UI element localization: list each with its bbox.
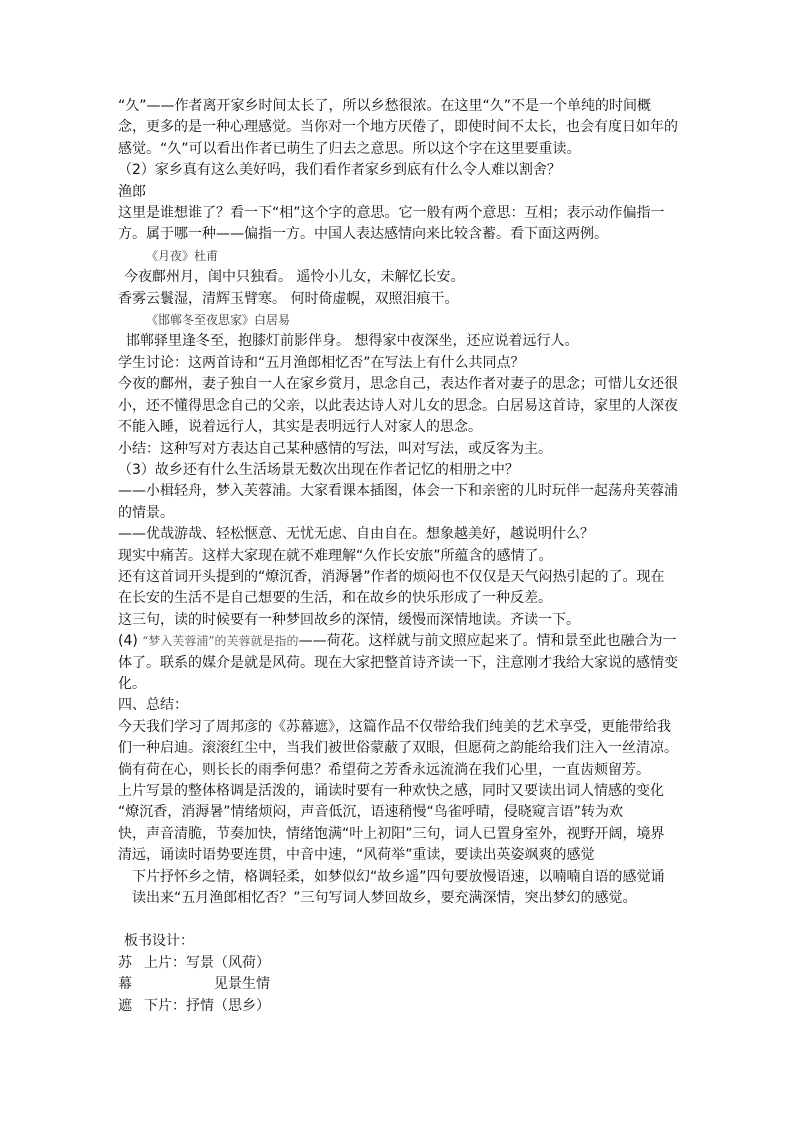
paragraph-boat: ——小楫轻舟，梦入芙蓉浦。大家看课本插图，体会一下和亲密的儿时玩伴一起荡舟芙蓉浦的情景。: [118, 483, 678, 521]
paragraph-jiu: “久”——作者离开家乡时间太长了，所以乡愁很浓。在这里“久”不是一个单纯的时间概念，更多的是一种心理感觉。当你对一个地方厌倦了，即使时间不太长，也会有度日如年的感觉。“久”可以看出作者已萌生了归去之意思。所以这个字在这里要重读。: [118, 98, 678, 157]
paragraph-xiang: 这里是谁想谁了？看一下“相”这个字的意思。它一般有两个意思：互相；表示动作偏指一方。属于哪一种——偏指一方。中国人表达感情向来比较含蓄。看下面这两例。: [118, 205, 665, 243]
paragraph-reading: 这三句，读的时候要有一种梦回故乡的深情，缓慢而深情地读。齐读一下。: [118, 611, 580, 628]
discussion-question: 学生讨论：这两首诗和“五月渔郎相忆否”在写法上有什么共同点？: [118, 354, 525, 371]
question-4-quote: “梦入芙蓉浦”的芙蓉就是指的: [142, 634, 299, 649]
question-2: （2）家乡真有这么美好吗，我们看作者家乡到底有什么令人难以割舍？: [118, 162, 561, 179]
keyword-yulang: 渔郎: [118, 183, 146, 200]
board-char-zhe: 遮: [118, 997, 132, 1014]
summary-paragraph: 今天我们学习了周邦彦的《苏幕遮》，这篇作品不仅带给我们纯美的艺术享受，更能带给我们一种启迪。滚滚红尘中，当我们被世俗蒙蔽了双眼，但愿荷之韵能给我们注入一丝清凉。倘有荷在心，则长长的雨季何患？希望荷之芳香永远流淌在我们心里，一直齿颊留芳。: [118, 718, 678, 778]
board-middle: 见景生情: [214, 976, 270, 993]
poem1-title: 《月夜》杜甫: [146, 248, 219, 263]
paragraph-contrast: 还有这首词开头提到的“燎沉香，消溽暑”作者的烦闷也不仅仅是天气闷热引起的了。现在在长安的生活不是自己想要的生活，和在故乡的快乐形成了一种反差。: [118, 568, 665, 607]
question-4-number: (4): [118, 633, 143, 650]
board-title: 板书设计：: [124, 933, 194, 950]
board-char-mu: 幕: [118, 976, 132, 993]
section-summary-heading: 四、总结：: [118, 697, 188, 714]
board-row-3: [118, 996, 678, 1017]
board-upper: 上片：写景（风荷）: [144, 954, 270, 971]
reading-guide-upper-3: 快，声音清脆，节奏加快，情绪饱满“叶上初阳”三句，词人已置身室外，视野开阔，境界清远，诵读时语势要连贯，中音中速，“风荷举”重读，要读出英姿飒爽的感觉: [118, 825, 665, 864]
paragraph-leisure: ——优哉游哉、轻松惬意、无忧无虑、自由自在。想象越美好，越说明什么？: [118, 526, 594, 543]
question-3: （3）故乡还有什么生活场景无数次出现在作者记忆的相册之中？: [118, 461, 519, 478]
poem2-title: 《邯郸冬至夜思家》白居易: [146, 313, 291, 328]
summary-line: 小结：这种写对方表达自己某种感情的写法，叫对写法，或反客为主。: [118, 440, 552, 457]
board-row-1: [118, 953, 678, 974]
discussion-answer: 今夜的鄜州，妻子独自一人在家乡赏月，思念自己，表达作者对妻子的思念；可惜儿女还很小，还不懂得思念自己的父亲，以此表达诗人对儿女的思念。白居易这首诗，家里的人深夜不能入睡，说着远行人，其实是表明远行人对家人的思念。: [118, 376, 678, 436]
board-row-2: [118, 974, 678, 995]
paragraph-reality: 现实中痛苦。这样大家现在就不难理解“久作长安旅”所蕴含的感情了。: [118, 547, 553, 564]
poem1-line2: 香雾云鬟湿，清辉玉臂寒。 何时倚虚幌，双照泪痕干。: [118, 290, 459, 307]
reading-guide-lower: 下片抒怀乡之情，格调轻柔，如梦似幻“故乡遥”四句要放慢语速，以喃喃自语的感觉诵读出来“五月渔郎相忆否？”三句写词人梦回故乡，要充满深情，突出梦幻的感觉。: [132, 868, 665, 907]
question-4-text: ——荷花。这样就与前文照应起来了。情和景至此也融合为一体了。联系的媒介是就是风荷。现在大家把整首诗齐读一下，注意刚才我给大家说的感情变化。: [118, 633, 678, 692]
reading-guide-upper-1: 上片写景的整体格调是活泼的，诵读时要有一种欢快之感，同时又要读出词人情感的变化: [118, 783, 664, 799]
question-4: [118, 631, 678, 695]
board-char-su: 苏: [118, 954, 132, 971]
board-lower: 下片：抒情（思乡）: [144, 997, 270, 1014]
spacer: [118, 909, 678, 931]
reading-guide-upper-2: “燎沉香，消溽暑”情绪烦闷，声音低沉，语速稍慢“鸟雀呼晴，侵晓窥言语”转为欢: [118, 804, 624, 821]
poem2-line1: 邯郸驿里逢冬至，抱膝灯前影伴身。 想得家中夜深坐，还应说着远行人。: [126, 333, 579, 350]
document-body: [118, 96, 678, 1017]
poem1-line1: 今夜鄜州月，闺中只独看。 遥怜小儿女，未解忆长安。: [124, 269, 465, 286]
